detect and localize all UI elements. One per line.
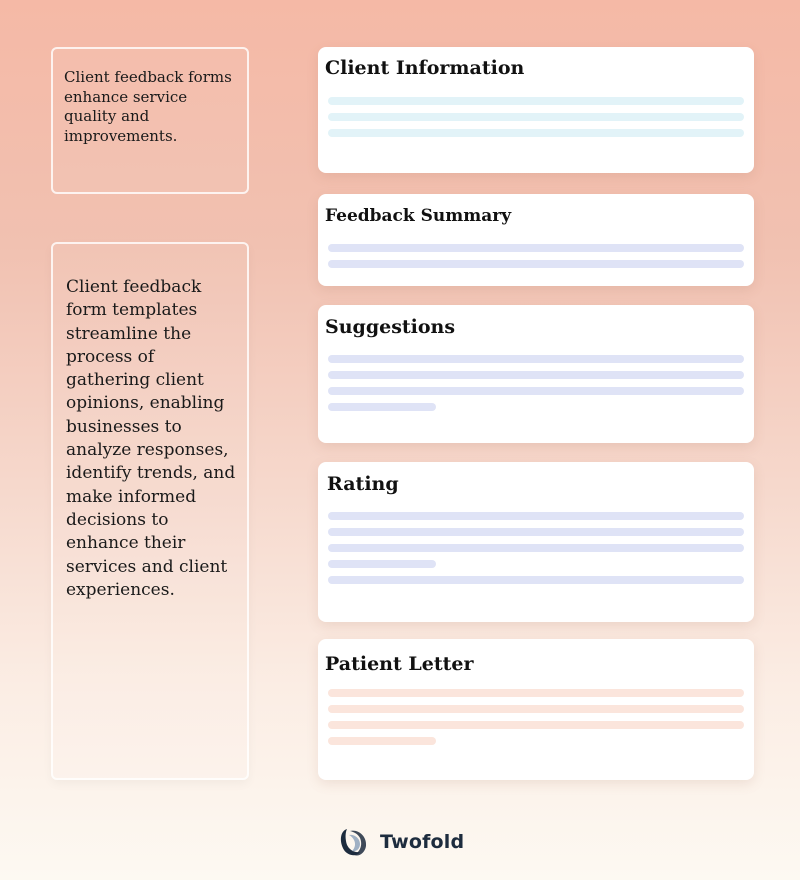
- placeholder-line: [328, 387, 744, 395]
- brand-name: Twofold: [380, 831, 465, 853]
- description-note-text: Client feedback form templates streamline the process of gathering client opinions, enabling businesses to analyze responses, identify trends, and make informed decisions to enhance their services and client experiences.: [66, 277, 236, 600]
- description-note-box: [51, 242, 249, 780]
- placeholder-line: [328, 371, 744, 379]
- placeholder-line: [328, 544, 744, 552]
- placeholder-line: [328, 737, 436, 745]
- placeholder-line: [328, 260, 744, 268]
- card-title: Feedback Summary: [325, 206, 512, 226]
- patient-letter-card: [318, 639, 754, 780]
- placeholder-line: [328, 576, 744, 584]
- feedback-summary-card: [318, 194, 754, 286]
- placeholder-line: [328, 512, 744, 520]
- card-title: Client Information: [325, 57, 525, 79]
- placeholder-line: [328, 560, 436, 568]
- card-title: Patient Letter: [325, 653, 474, 675]
- card-title: Suggestions: [325, 316, 456, 338]
- client-information-card: [318, 47, 754, 173]
- placeholder-line: [328, 721, 744, 729]
- card-title: Rating: [327, 473, 399, 495]
- placeholder-line: [328, 705, 744, 713]
- intro-note-box: [51, 47, 249, 194]
- placeholder-line: [328, 528, 744, 536]
- placeholder-line: [328, 403, 436, 411]
- placeholder-line: [328, 113, 744, 121]
- placeholder-line: [328, 355, 744, 363]
- brand-logo: [338, 826, 464, 858]
- placeholder-line: [328, 689, 744, 697]
- suggestions-card: [318, 305, 754, 443]
- placeholder-line: [328, 244, 744, 252]
- rating-card: [318, 462, 754, 622]
- twofold-logo-icon: [338, 826, 370, 858]
- placeholder-line: [328, 129, 744, 137]
- placeholder-line: [328, 97, 744, 105]
- intro-note-text: Client feedback forms enhance service quality and improvements.: [64, 68, 232, 145]
